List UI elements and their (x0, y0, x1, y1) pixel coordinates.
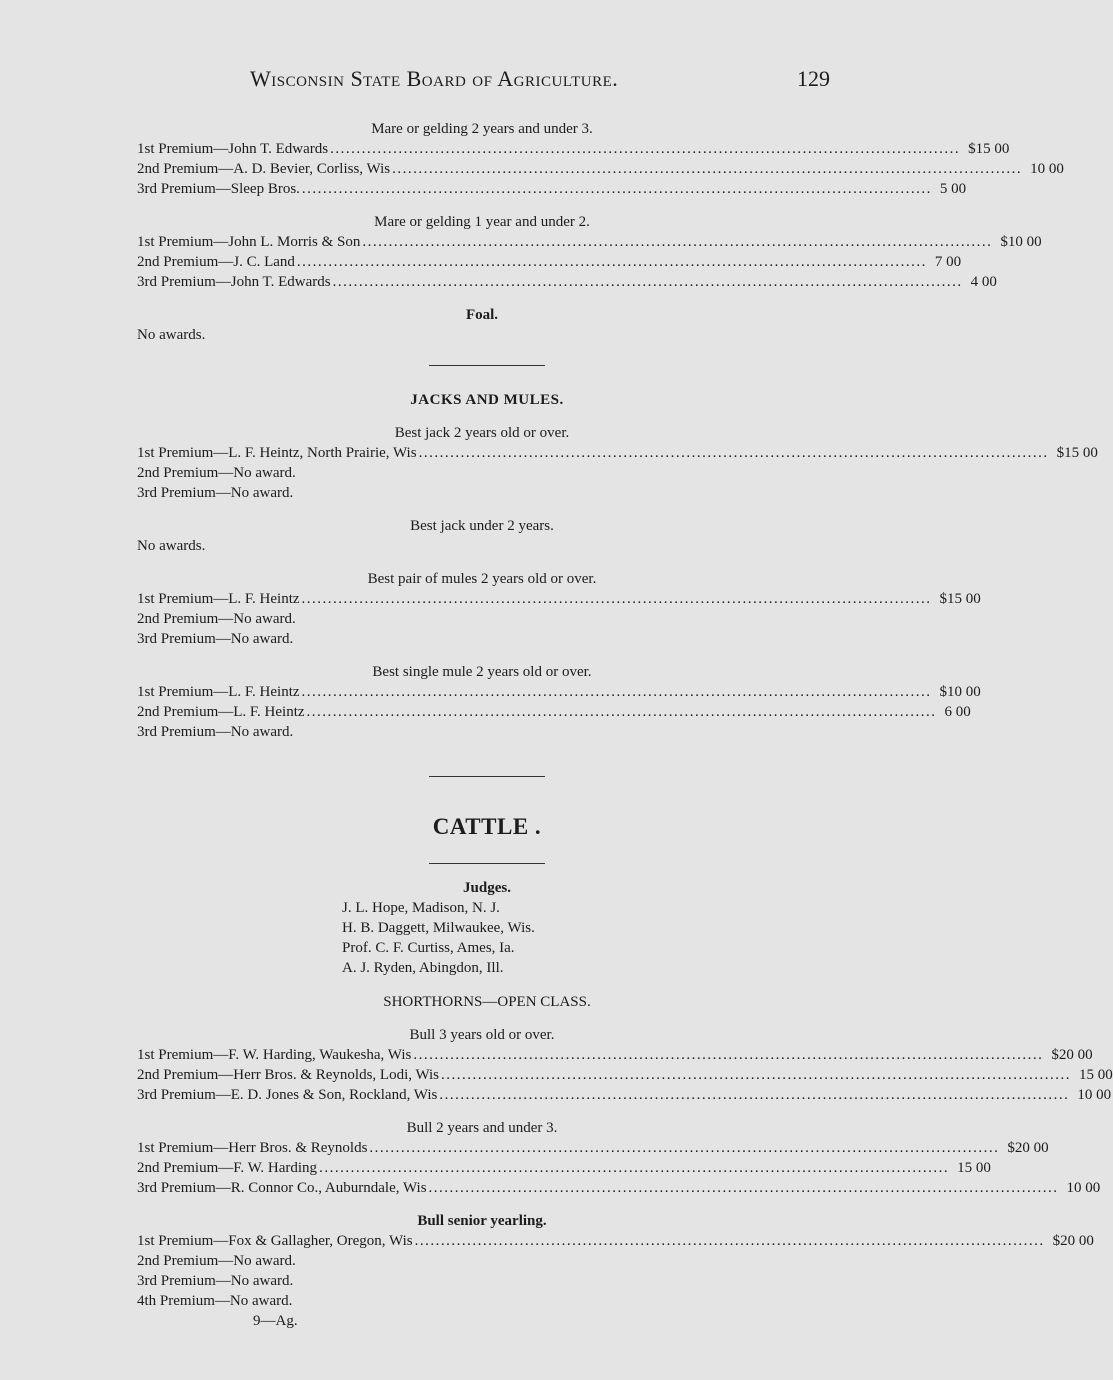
dot-leader: ........................................................................................................................ (418, 445, 1049, 461)
premium-row (137, 722, 837, 742)
cattle-heading: CATTLE . (432, 814, 542, 839)
premium-award-text: 4th Premium—No award. (137, 1293, 293, 1309)
judge-name: H. B. Daggett, Milwaukee, Wis. (342, 920, 535, 936)
page-number: 129 (797, 66, 830, 91)
dot-leader: ........................................................................................................................ (413, 1047, 1044, 1063)
dot-leader: ........................................................................................................................ (332, 274, 963, 290)
premium-award-text: 2nd Premium—Herr Bros. & Reynolds, Lodi, Wis (137, 1067, 440, 1083)
premium-row (137, 609, 837, 629)
premium-award-text: 1st Premium—John L. Morris & Son (137, 234, 361, 250)
premium-amount: 10 00 (1077, 1087, 1112, 1103)
premium-row (137, 629, 837, 649)
premium-award-text: 2nd Premium—A. D. Bevier, Corliss, Wis (137, 161, 391, 177)
premium-row (137, 1065, 1113, 1085)
dot-leader: ........................................................................................................................ (301, 684, 932, 700)
premium-award-text: 3rd Premium—No award. (137, 724, 294, 740)
dot-leader: ........................................................................................................................ (362, 234, 993, 250)
dot-leader: ........................................................................................................................ (296, 254, 927, 270)
premium-amount: 15 00 (957, 1160, 991, 1176)
jack-under-2-note: No awards. (137, 538, 206, 554)
premium-amount: 5 00 (939, 181, 967, 197)
premium-award-text: 3rd Premium—E. D. Jones & Son, Rockland, Wis (137, 1087, 438, 1103)
premium-amount: $15 00 (1056, 445, 1098, 461)
horse-sections (137, 119, 1064, 292)
premium-row (137, 179, 967, 199)
premium-award-text: 2nd Premium—No award. (137, 1253, 296, 1269)
premium-amount: 4 00 (970, 274, 997, 290)
section-heading-foal: Foal. (465, 307, 499, 323)
premium-row (137, 1085, 1112, 1105)
premium-amount: $20 00 (1051, 1047, 1093, 1063)
premium-row (137, 1231, 1094, 1251)
premium-row (137, 443, 1098, 463)
premium-award-text: 3rd Premium—R. Connor Co., Auburndale, Wis (137, 1180, 427, 1196)
dot-leader: ........................................................................................................................ (439, 1087, 1070, 1103)
premium-row (137, 232, 1042, 252)
premium-row (137, 252, 962, 272)
dot-leader: ........................................................................................................................ (428, 1180, 1059, 1196)
judge-name: J. L. Hope, Madison, N. J. (342, 900, 500, 916)
premium-award-text: 2nd Premium—No award. (137, 465, 296, 481)
premium-row (137, 1158, 991, 1178)
section-heading: Bull senior yearling. (417, 1213, 547, 1229)
premium-row (137, 272, 997, 292)
shorthorn-sections (137, 1025, 1113, 1311)
divider (429, 365, 545, 366)
premium-row (137, 1138, 1049, 1158)
premium-award-text: 2nd Premium—J. C. Land (137, 254, 295, 270)
judge-name: A. J. Ryden, Abingdon, Ill. (342, 960, 504, 976)
dot-leader: ........................................................................................................................ (301, 181, 932, 197)
premium-amount: 6 00 (944, 704, 971, 720)
premium-amount: $20 00 (1007, 1140, 1049, 1156)
page-content (137, 119, 1113, 1331)
section-heading-jack-under-2: Best jack under 2 years. (410, 518, 554, 534)
dot-leader: ........................................................................................................................ (319, 1160, 950, 1176)
dot-leader: ........................................................................................................................ (392, 161, 1023, 177)
premium-row (137, 139, 1010, 159)
section-heading: Best pair of mules 2 years old or over. (367, 571, 597, 587)
section-heading: Mare or gelding 1 year and under 2. (374, 214, 590, 230)
premium-award-text: 3rd Premium—No award. (137, 485, 294, 501)
section-heading: Best single mule 2 years old or over. (372, 664, 592, 680)
premium-row (137, 1178, 1101, 1198)
premium-row (137, 1251, 837, 1271)
section-heading: Best jack 2 years old or over. (394, 425, 570, 441)
premium-award-text: 1st Premium—John T. Edwards (137, 141, 329, 157)
divider (429, 863, 545, 864)
premium-row (137, 702, 971, 722)
shorthorns-heading: SHORTHORNS—OPEN CLASS. (383, 994, 591, 1010)
premium-amount: 10 00 (1066, 1180, 1101, 1196)
dot-leader: ........................................................................................................................ (369, 1140, 1000, 1156)
premium-award-text: 1st Premium—Herr Bros. & Reynolds (137, 1140, 368, 1156)
premium-award-text: 2nd Premium—F. W. Harding (137, 1160, 318, 1176)
premium-award-text: 3rd Premium—No award. (137, 1273, 294, 1289)
premium-row (137, 463, 837, 483)
dot-leader: ........................................................................................................................ (330, 141, 961, 157)
premium-award-text: 1st Premium—F. W. Harding, Waukesha, Wis (137, 1047, 412, 1063)
premium-row (137, 483, 837, 503)
premium-amount: $10 00 (939, 684, 981, 700)
dot-leader: ........................................................................................................................ (301, 591, 932, 607)
dot-leader: ........................................................................................................................ (441, 1067, 1072, 1083)
premium-amount: $15 00 (968, 141, 1010, 157)
premium-award-text: 2nd Premium—No award. (137, 611, 296, 627)
premium-award-text: 1st Premium—L. F. Heintz, North Prairie, Wis (137, 445, 417, 461)
judges-title: Judges. (463, 880, 511, 896)
premium-amount: 15 00 (1079, 1067, 1113, 1083)
premium-row (137, 159, 1064, 179)
premium-row (137, 1271, 837, 1291)
premium-amount: $20 00 (1052, 1233, 1094, 1249)
premium-row (137, 589, 981, 609)
foal-note: No awards. (137, 327, 206, 343)
premium-amount: 10 00 (1030, 161, 1064, 177)
signature-mark: 9—Ag. (253, 1313, 298, 1329)
premium-award-text: 2nd Premium—L. F. Heintz (137, 704, 305, 720)
section-heading: Bull 2 years and under 3. (406, 1120, 558, 1136)
mule-sections (137, 569, 981, 742)
premium-row (137, 1045, 1093, 1065)
premium-award-text: 3rd Premium—Sleep Bros. (137, 181, 300, 197)
judges-list (137, 898, 837, 978)
premium-award-text: 1st Premium—L. F. Heintz (137, 684, 300, 700)
premium-award-text: 1st Premium—L. F. Heintz (137, 591, 300, 607)
dot-leader: ........................................................................................................................ (306, 704, 937, 720)
premium-amount: $10 00 (1000, 234, 1042, 250)
premium-row (137, 1291, 837, 1311)
premium-award-text: 3rd Premium—John T. Edwards (137, 274, 331, 290)
section-heading: Mare or gelding 2 years and under 3. (371, 121, 593, 137)
jacks-mules-heading: JACKS AND MULES. (410, 392, 564, 408)
premium-amount: $15 00 (939, 591, 981, 607)
dot-leader: ........................................................................................................................ (414, 1233, 1045, 1249)
premium-award-text: 3rd Premium—No award. (137, 631, 294, 647)
premium-award-text: 1st Premium—Fox & Gallagher, Oregon, Wis (137, 1233, 413, 1249)
premium-row (137, 682, 981, 702)
jack-section (137, 423, 1098, 503)
section-heading: Bull 3 years old or over. (409, 1027, 555, 1043)
divider (429, 776, 545, 777)
judge-name: Prof. C. F. Curtiss, Ames, Ia. (342, 940, 515, 956)
premium-amount: 7 00 (934, 254, 962, 270)
running-header: Wisconsin State Board of Agriculture. (250, 66, 619, 91)
